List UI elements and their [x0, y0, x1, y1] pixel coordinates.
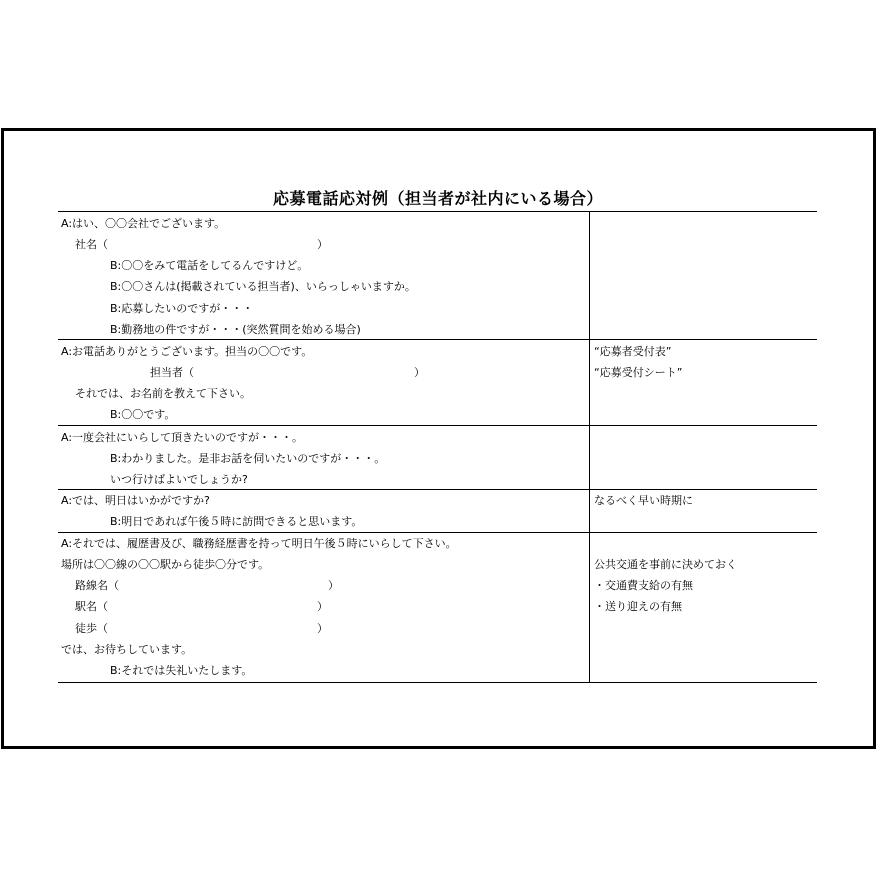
form-field-line: 社名（ ） — [75, 238, 328, 251]
dialogue-line: A:お電話ありがとうございます。担当の〇〇です。 — [61, 345, 313, 358]
page-title: 応募電話応対例（担当者が社内にいる場合） — [272, 189, 603, 208]
dialogue-line: A:一度会社にいらして頂きたいのですが・・・。 — [61, 431, 304, 444]
form-field-line: 徒歩（ ） — [75, 622, 328, 635]
dialogue-line: B:それでは失礼いたします。 — [110, 664, 253, 677]
dialogue-line: いつ行けばよいでしょうか? — [110, 473, 248, 486]
side-note: ・交通費支給の有無 — [594, 579, 693, 592]
form-field-line: 路線名（ ） — [75, 579, 339, 592]
dialogue-line: A:では、明日はいかがですか? — [61, 494, 210, 507]
dialogue-line: B:〇〇さんは(掲載されている担当者)、いらっしゃいますか。 — [110, 280, 416, 293]
dialogue-line: それでは、お名前を教えて下さい。 — [75, 387, 251, 400]
side-note: “応募者受付表” — [594, 345, 672, 358]
side-note: 公共交通を事前に決めておく — [594, 558, 737, 571]
dialogue-line: B:〇〇をみて電話をしてるんですけど。 — [110, 259, 309, 272]
form-field-line: 駅名（ ） — [75, 600, 328, 613]
section-separator — [58, 489, 817, 490]
column-divider — [589, 212, 590, 682]
section-separator — [58, 425, 817, 426]
dialogue-line: 場所は〇〇線の〇〇駅から徒歩〇分です。 — [61, 558, 270, 571]
dialogue-line: A:それでは、履歴書及び、職務経歴書を持って明日午後５時にいらして下さい。 — [61, 537, 457, 550]
dialogue-line: B:明日であれば午後５時に訪問できると思います。 — [110, 515, 363, 528]
side-note: ・送り迎えの有無 — [594, 600, 682, 613]
dialogue-line: B:勤務地の件ですが・・・(突然質問を始める場合) — [110, 323, 361, 336]
side-note: “応募受付シート” — [594, 366, 683, 379]
dialogue-line: B:わかりました。是非お話を伺いたいのですが・・・。 — [110, 452, 386, 465]
dialogue-line: では、お待ちしています。 — [61, 643, 193, 656]
form-field-line: 担当者（ ） — [150, 366, 425, 379]
section-separator — [58, 532, 817, 533]
dialogue-line: B:応募したいのですが・・・ — [110, 302, 254, 315]
dialogue-line: B:〇〇です。 — [110, 408, 176, 421]
side-note: なるべく早い時期に — [594, 494, 693, 507]
dialogue-line: A:はい、〇〇会社でございます。 — [61, 217, 226, 230]
section-separator — [58, 339, 817, 340]
dialogue-table — [58, 211, 817, 683]
